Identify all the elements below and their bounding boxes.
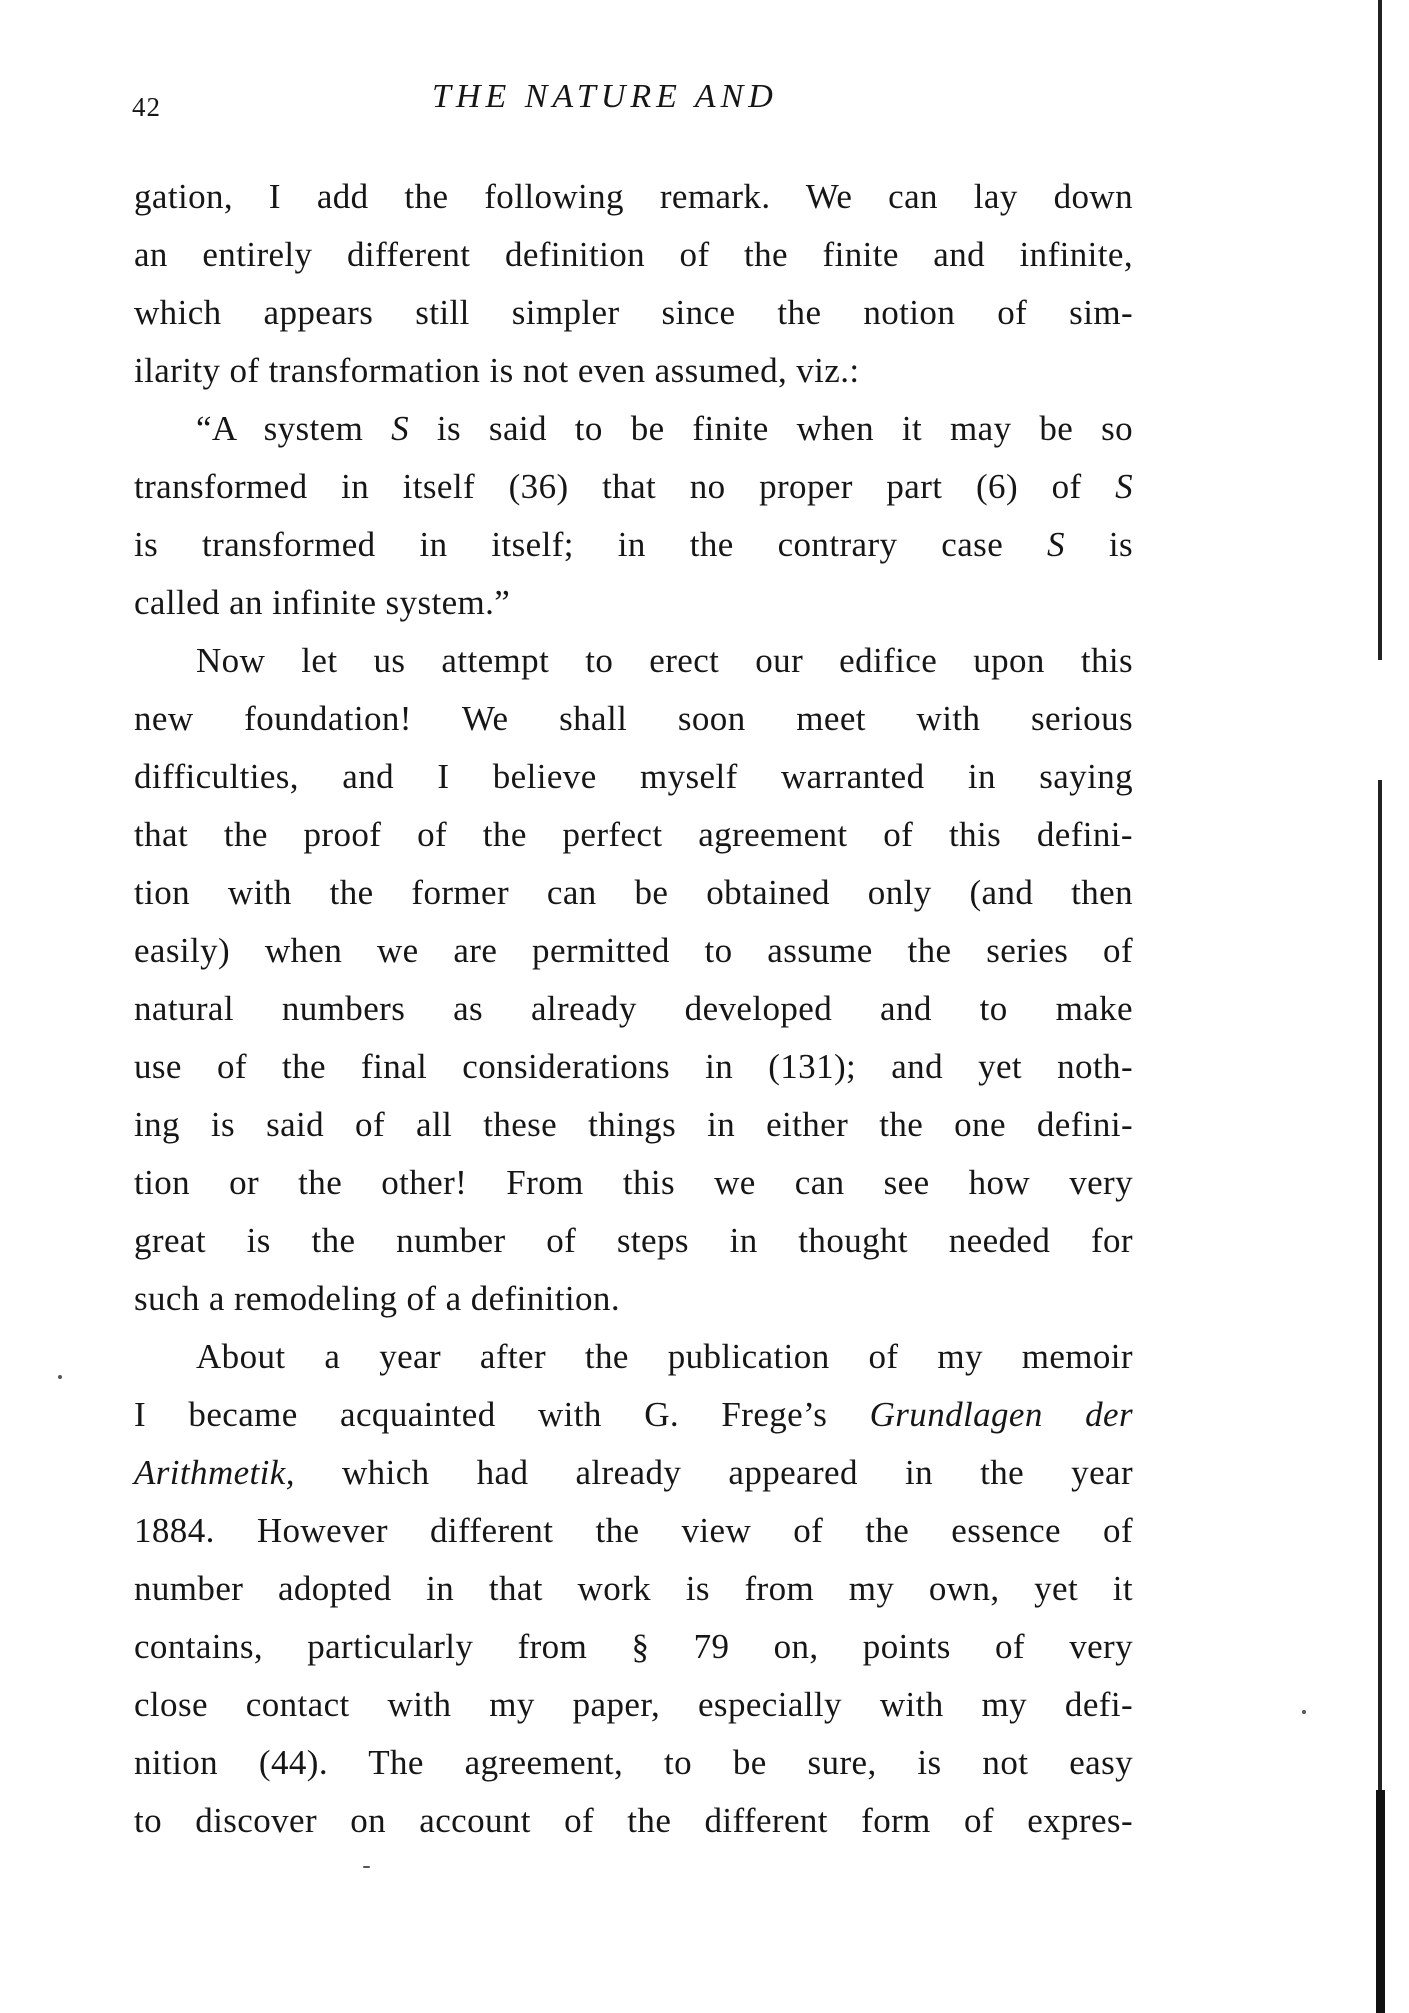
running-head: [132, 78, 1132, 128]
text-line: tion or the other! From this we can see how very: [134, 1163, 1133, 1202]
text-line: an entirely different definition of the finite and infinite,: [134, 235, 1133, 274]
text-line: ing is said of all these things in either the one defini-: [134, 1105, 1133, 1144]
quote-line: transformed in itself (36) that no proper part (6) of S: [134, 467, 1133, 506]
text-line: which appears still simpler since the notion of sim-: [134, 293, 1133, 332]
binding-edge-shadow: [1376, 1790, 1385, 2013]
page-number: 42: [132, 92, 161, 122]
text-line: great is the number of steps in thought needed for: [134, 1221, 1133, 1260]
binding-edge-line: [1378, 0, 1382, 2013]
text-line: About a year after the publication of my memoir: [196, 1337, 1133, 1376]
ink-speck: [363, 1866, 370, 1868]
text-line: use of the final considerations in (131); and yet noth-: [134, 1047, 1133, 1086]
text-line: number adopted in that work is from my own, yet it: [134, 1569, 1133, 1608]
quote-line: called an infinite system.”: [134, 583, 511, 622]
running-title: THE NATURE AND: [432, 78, 778, 115]
text-line: nition (44). The agreement, to be sure, is not easy: [134, 1743, 1133, 1782]
text-line: natural numbers as already developed and to make: [134, 989, 1133, 1028]
text-line: that the proof of the perfect agreement of this defini-: [134, 815, 1133, 854]
text-line: Now let us attempt to erect our edifice upon this: [196, 641, 1133, 680]
text-line: tion with the former can be obtained only (and then: [134, 873, 1133, 912]
text-line: gation, I add the following remark. We can lay down: [134, 177, 1133, 216]
binding-edge-gap: [1376, 660, 1384, 780]
text-line: difficulties, and I believe myself warranted in saying: [134, 757, 1133, 796]
text-line: Arithmetik, which had already appeared in the year: [134, 1453, 1133, 1492]
text-line: 1884. However different the view of the essence of: [134, 1511, 1133, 1550]
text-line: new foundation! We shall soon meet with serious: [134, 699, 1133, 738]
text-line: to discover on account of the different form of expres-: [134, 1801, 1133, 1840]
ink-speck: [1302, 1710, 1306, 1714]
text-line: ilarity of transformation is not even assumed, viz.:: [134, 351, 860, 390]
text-line: close contact with my paper, especially with my defi-: [134, 1685, 1133, 1724]
quote-line: “A system S is said to be finite when it may be so: [196, 409, 1134, 448]
text-line: contains, particularly from § 79 on, points of very: [134, 1627, 1133, 1666]
quote-line: is transformed in itself; in the contrary case S is: [134, 525, 1134, 564]
text-line: such a remodeling of a definition.: [134, 1279, 620, 1318]
text-line: easily) when we are permitted to assume the series of: [134, 931, 1133, 970]
body-text: [134, 168, 1133, 1850]
text-line: I became acquainted with G. Frege’s Grundlagen der: [134, 1395, 1133, 1434]
ink-speck: [58, 1375, 62, 1379]
